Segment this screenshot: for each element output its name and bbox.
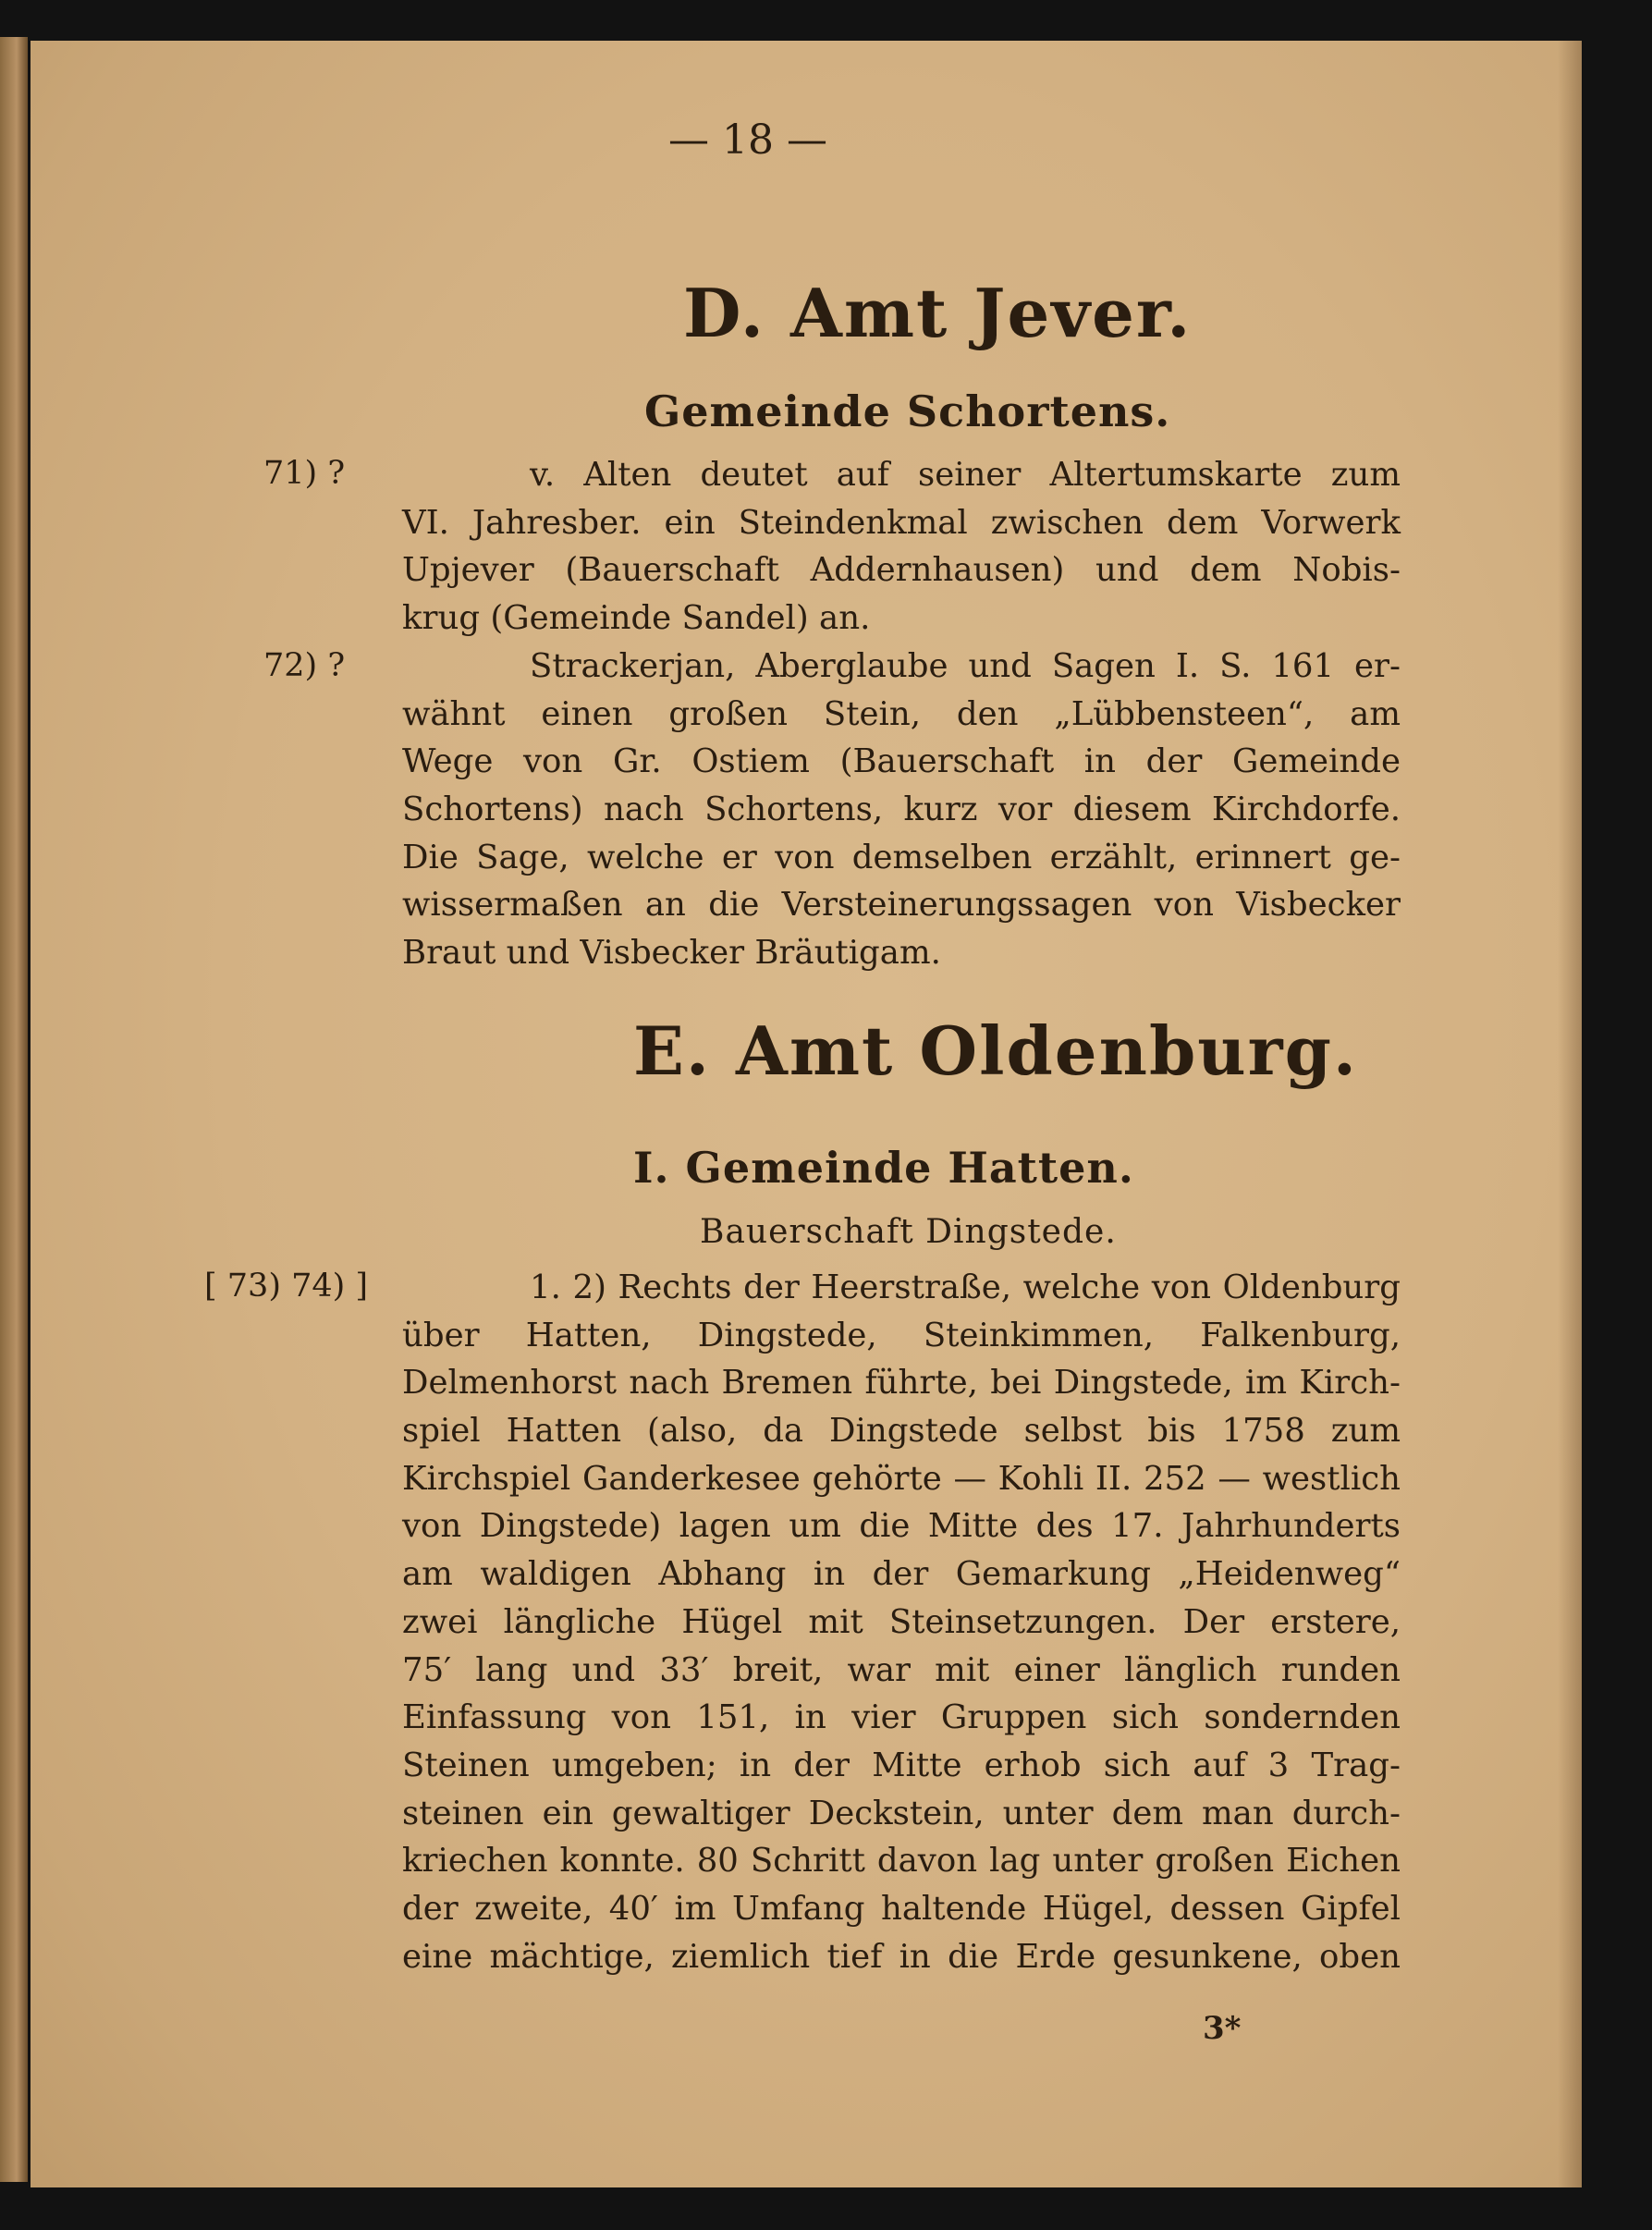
text-line: zwei längliche Hügel mit Steinsetzungen. Der erstere, [402, 1602, 1401, 1641]
section-d-subtitle: Gemeinde Schortens. [644, 386, 1171, 436]
text-line: Braut und Visbecker Bräutigam. [402, 934, 941, 973]
text-line: Steinen umgeben; in der Mitte erhob sich auf 3 Trag- [402, 1746, 1401, 1784]
text-line: Schortens) nach Schortens, kurz vor diesem Kirchdorfe. [402, 790, 1401, 829]
text-line: der zweite, 40′ im Umfang haltende Hügel, dessen Gipfel [402, 1889, 1401, 1928]
text-line: wähnt einen großen Stein, den „Lübbensteen“, am [402, 694, 1401, 733]
signature-mark: 3* [1203, 2010, 1242, 2047]
text-line: steinen ein gewaltiger Deckstein, unter dem man durch- [402, 1794, 1401, 1832]
section-e-subsubtitle: Bauerschaft Dingstede. [700, 1213, 1117, 1251]
text-line: Strackerjan, Aberglaube und Sagen I. S. 161 er- [530, 647, 1401, 685]
entry-72-text [402, 643, 1401, 977]
section-e-title: E. Amt Oldenburg. [633, 1011, 1358, 1090]
text-line: von Dingstede) lagen um die Mitte des 17. Jahrhunderts [402, 1507, 1401, 1546]
text-line: 1. 2) Rechts der Heerstraße, welche von Oldenburg [530, 1268, 1401, 1306]
text-line: 75′ lang und 33′ breit, war mit einer länglich runden [402, 1650, 1401, 1689]
text-line: VI. Jahresber. ein Steindenkmal zwischen dem Vorwerk [402, 503, 1401, 542]
text-line: v. Alten deutet auf seiner Altertumskarte zum [530, 456, 1401, 494]
text-line: Wege von Gr. Ostiem (Bauerschaft in der Gemeinde [402, 742, 1401, 781]
entry-73-74-text [402, 1264, 1401, 1980]
text-line: Delmenhorst nach Bremen führte, bei Dingstede, im Kirch- [402, 1364, 1401, 1403]
text-line: am waldigen Abhang in der Gemarkung „Heidenweg“ [402, 1555, 1401, 1594]
text-line: wissermaßen an die Versteinerungssagen von Visbecker [402, 886, 1401, 925]
entry-71-text [402, 451, 1401, 643]
text-line: krug (Gemeinde Sandel) an. [402, 599, 871, 638]
text-line: Einfassung von 151, in vier Gruppen sich sondernden [402, 1698, 1401, 1737]
text-line: Die Sage, welche er von demselben erzählt, erinnert ge- [402, 838, 1401, 876]
page-number: — 18 — [668, 116, 827, 164]
text-line: über Hatten, Dingstede, Steinkimmen, Falkenburg, [402, 1316, 1401, 1354]
entry-73-74-marker: [ 73) 74) ] [204, 1268, 369, 1305]
text-line: eine mächtige, ziemlich tief in die Erde gesunkene, oben [402, 1937, 1401, 1976]
section-e-subtitle: I. Gemeinde Hatten. [633, 1143, 1134, 1193]
entry-72-marker: 72) ? [263, 647, 346, 684]
book-page [31, 41, 1582, 2187]
text-line: kriechen konnte. 80 Schritt davon lag unter großen Eichen [402, 1842, 1401, 1881]
text-line: Upjever (Bauerschaft Addernhausen) und dem Nobis- [402, 551, 1401, 590]
section-d-title: D. Amt Jever. [683, 274, 1193, 352]
entry-71-marker: 71) ? [263, 455, 346, 492]
text-line: spiel Hatten (also, da Dingstede selbst bis 1758 zum [402, 1412, 1401, 1451]
left-page-edge [0, 37, 28, 2182]
text-line: Kirchspiel Ganderkesee gehörte — Kohli II. 252 — westlich [402, 1459, 1401, 1498]
